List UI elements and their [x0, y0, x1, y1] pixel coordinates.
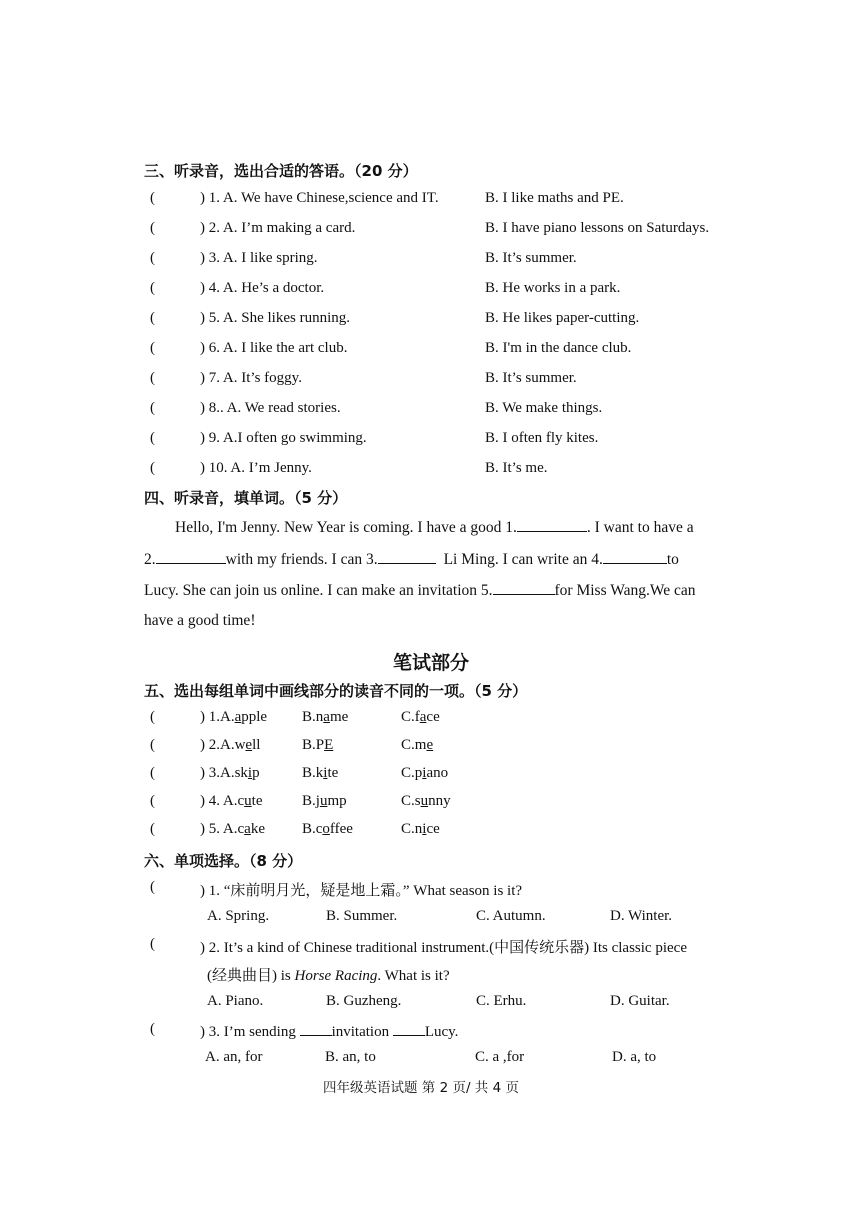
- answer-paren[interactable]: (: [150, 340, 155, 356]
- option-a[interactable]: ) 5. A. She likes running.: [200, 310, 350, 326]
- cloze-line-3: [144, 580, 696, 600]
- cloze-line-1: [175, 517, 694, 537]
- section4-heading: 四、听录音，填单词。（5 分）: [144, 489, 348, 507]
- option-a[interactable]: ) 1. A. We have Chinese,science and IT.: [200, 190, 439, 206]
- q3-stem-text: Lucy.: [424, 1024, 459, 1040]
- answer-paren[interactable]: (: [150, 280, 155, 296]
- q3-blank-1[interactable]: [300, 1021, 332, 1036]
- blank-1[interactable]: [517, 517, 587, 532]
- word-text: ke: [250, 821, 266, 837]
- q2-stem: ) 2. It’s a kind of Chinese traditional instrument.(中国传统乐器) Its classic piece: [200, 940, 687, 956]
- word-text: ano: [426, 765, 449, 781]
- q1-option-a[interactable]: A. Spring.: [207, 908, 270, 924]
- word-text: ) 5. A.c: [200, 821, 245, 837]
- q3-stem: [200, 1021, 458, 1041]
- q1-stem: ) 1. “床前明月光，疑是地上霜。” What season is it?: [200, 883, 523, 899]
- blank-5[interactable]: [493, 580, 555, 595]
- word-a[interactable]: [200, 709, 267, 726]
- underlined-letters: i: [422, 765, 427, 781]
- word-b[interactable]: [302, 793, 347, 810]
- word-text: C.n: [401, 821, 423, 837]
- written-part-title: 笔试部分: [393, 652, 470, 674]
- word-text: B.P: [302, 737, 325, 753]
- q1-option-d[interactable]: D. Winter.: [610, 908, 673, 924]
- cloze-text: with my friends. I can 3.: [225, 551, 378, 568]
- word-text: ce: [426, 709, 440, 725]
- underlined-letters: a: [244, 821, 251, 837]
- word-c[interactable]: [401, 737, 433, 754]
- q3-option-c[interactable]: C. a ,for: [475, 1049, 525, 1065]
- option-a[interactable]: ) 6. A. I like the art club.: [200, 340, 348, 356]
- word-b[interactable]: [302, 737, 333, 754]
- option-b[interactable]: B. I often fly kites.: [485, 430, 599, 446]
- underlined-letters: e: [426, 737, 434, 753]
- word-text: ffee: [329, 821, 353, 837]
- q3-option-d[interactable]: D. a, to: [612, 1049, 657, 1065]
- cloze-text: for Miss Wang.We can: [554, 582, 696, 599]
- word-c[interactable]: [401, 821, 440, 838]
- underlined-letters: e: [245, 737, 253, 753]
- word-text: pple: [241, 709, 268, 725]
- q2-option-b[interactable]: B. Guzheng.: [326, 993, 402, 1009]
- option-b[interactable]: B. We make things.: [485, 400, 603, 416]
- answer-paren[interactable]: (: [150, 310, 155, 326]
- answer-paren[interactable]: (: [150, 430, 155, 446]
- word-text: C.m: [401, 737, 427, 753]
- blank-4[interactable]: [603, 549, 667, 564]
- cloze-line-4: have a good time!: [144, 612, 256, 629]
- piece-title: Horse Racing: [294, 968, 378, 984]
- word-text: B.j: [302, 793, 320, 809]
- word-text: B.c: [302, 821, 323, 837]
- word-text: B.k: [302, 765, 324, 781]
- cloze-text: Lucy. She can join us online. I can make an invitation 5.: [144, 582, 493, 599]
- blank-3[interactable]: [378, 549, 436, 564]
- cloze-text: to: [666, 551, 679, 568]
- word-b[interactable]: [302, 821, 353, 838]
- word-text: me: [329, 709, 349, 725]
- word-text: C.s: [401, 793, 421, 809]
- answer-paren[interactable]: (: [150, 400, 155, 416]
- word-text: mp: [327, 793, 347, 809]
- q2-stem-text: (经典曲目) is: [207, 968, 295, 984]
- word-c[interactable]: [401, 793, 451, 810]
- answer-paren[interactable]: (: [150, 460, 155, 476]
- option-a[interactable]: ) 7. A. It’s foggy.: [200, 370, 302, 386]
- page-footer: 四年级英语试题 第 2 页/ 共 4 页: [323, 1080, 519, 1096]
- option-b[interactable]: B. It’s summer.: [485, 250, 577, 266]
- word-text: ) 4. A.c: [200, 793, 245, 809]
- q2-option-d[interactable]: D. Guitar.: [610, 993, 670, 1009]
- word-a[interactable]: [200, 765, 260, 782]
- section3-heading: 三、听录音，选出合适的答语。（20 分）: [144, 162, 418, 180]
- option-b[interactable]: B. It’s summer.: [485, 370, 577, 386]
- section5-heading: 五、选出每组单词中画线部分的读音不同的一项。（5 分）: [144, 682, 528, 700]
- q3-option-a[interactable]: A. an, for: [205, 1049, 263, 1065]
- q2-option-a[interactable]: A. Piano.: [207, 993, 264, 1009]
- answer-paren[interactable]: (: [150, 821, 155, 837]
- answer-paren[interactable]: (: [150, 1021, 155, 1037]
- q1-option-c[interactable]: C. Autumn.: [476, 908, 546, 924]
- answer-paren[interactable]: (: [150, 936, 155, 952]
- q3-stem-text: ) 3. I’m sending: [200, 1024, 300, 1040]
- underlined-letters: a: [323, 709, 330, 725]
- section6-heading: 六、单项选择。（8 分）: [144, 852, 303, 870]
- word-text: C.f: [401, 709, 420, 725]
- option-b[interactable]: B. I like maths and PE.: [485, 190, 624, 206]
- option-a[interactable]: ) 3. A. I like spring.: [200, 250, 318, 266]
- q2-stem-line2: [207, 964, 450, 985]
- answer-paren[interactable]: (: [150, 370, 155, 386]
- word-text: nny: [428, 793, 451, 809]
- blank-2[interactable]: [156, 549, 226, 564]
- word-a[interactable]: [200, 821, 265, 838]
- underlined-letters: u: [319, 793, 328, 809]
- word-text: C.p: [401, 765, 423, 781]
- word-a[interactable]: [200, 737, 260, 754]
- word-text: te: [251, 793, 263, 809]
- option-b[interactable]: B. He works in a park.: [485, 280, 621, 296]
- q3-blank-2[interactable]: [393, 1021, 425, 1036]
- answer-paren[interactable]: (: [150, 765, 155, 781]
- underlined-letters: i: [247, 765, 253, 781]
- word-a[interactable]: [200, 793, 263, 810]
- underlined-letters: u: [420, 793, 429, 809]
- underlined-letters: a: [419, 709, 427, 725]
- word-text: ) 1.A.: [200, 709, 235, 725]
- q3-option-b[interactable]: B. an, to: [325, 1049, 376, 1065]
- word-text: ll: [252, 737, 261, 753]
- answer-paren[interactable]: (: [150, 879, 155, 895]
- option-a[interactable]: ) 2. A. I’m making a card.: [200, 220, 356, 236]
- underlined-letters: i: [323, 765, 328, 781]
- word-text: te: [327, 765, 339, 781]
- cloze-text: 2.: [144, 551, 156, 568]
- underlined-letters: u: [244, 793, 252, 809]
- word-text: B.n: [302, 709, 324, 725]
- option-a[interactable]: ) 8.. A. We read stories.: [200, 400, 341, 416]
- option-b[interactable]: B. It’s me.: [485, 460, 548, 476]
- answer-paren[interactable]: (: [150, 709, 155, 725]
- word-c[interactable]: [401, 709, 440, 726]
- option-a[interactable]: ) 9. A.I often go swimming.: [200, 430, 367, 446]
- option-b[interactable]: B. I'm in the dance club.: [485, 340, 632, 356]
- word-text: ) 2.A.w: [200, 737, 246, 753]
- word-text: ) 3.A.sk: [200, 765, 248, 781]
- answer-paren[interactable]: (: [150, 737, 155, 753]
- word-b[interactable]: [302, 765, 338, 782]
- word-c[interactable]: [401, 765, 448, 782]
- word-text: p: [252, 765, 260, 781]
- option-b[interactable]: B. I have piano lessons on Saturdays.: [485, 220, 710, 236]
- answer-paren[interactable]: (: [150, 190, 155, 206]
- option-a[interactable]: ) 4. A. He’s a doctor.: [200, 280, 325, 296]
- answer-paren[interactable]: (: [150, 793, 155, 809]
- q2-stem-text: . What is it?: [377, 968, 450, 984]
- underlined-letters: E: [324, 737, 334, 753]
- cloze-line-2: [144, 549, 679, 569]
- option-b[interactable]: B. He likes paper-cutting.: [485, 310, 640, 326]
- option-a[interactable]: ) 10. A. I’m Jenny.: [200, 460, 312, 476]
- cloze-text: Li Ming. I can write an 4.: [443, 551, 603, 568]
- word-b[interactable]: [302, 709, 348, 726]
- cloze-text: . I want to have a: [586, 519, 694, 536]
- underlined-letters: o: [322, 821, 330, 837]
- q2-option-c[interactable]: C. Erhu.: [476, 993, 527, 1009]
- cloze-text: Hello, I'm Jenny. New Year is coming. I have a good 1.: [175, 519, 517, 536]
- answer-paren[interactable]: (: [150, 220, 155, 236]
- word-text: ce: [426, 821, 440, 837]
- underlined-letters: i: [422, 821, 427, 837]
- q1-option-b[interactable]: B. Summer.: [326, 908, 398, 924]
- q3-stem-text: invitation: [331, 1024, 393, 1040]
- underlined-letters: a: [234, 709, 242, 725]
- answer-paren[interactable]: (: [150, 250, 155, 266]
